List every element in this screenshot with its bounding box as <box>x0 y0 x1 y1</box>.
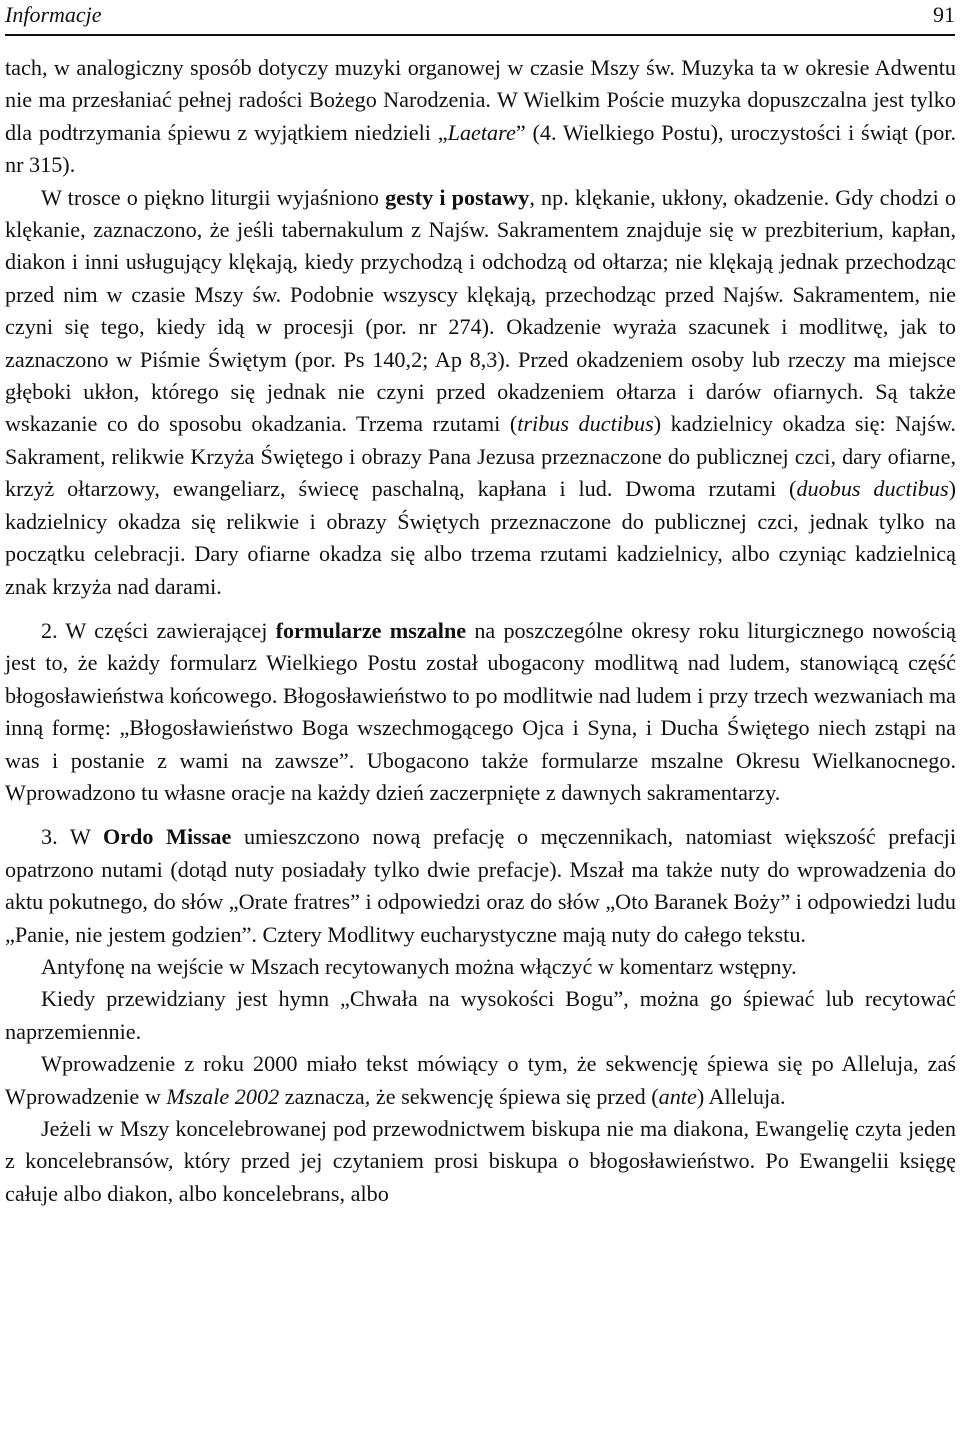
bold-term: formularze mszalne <box>275 617 467 643</box>
text-run: ) kadzielnicy okadza się relikwie i obrazy Świętych przeznaczone do publicznej czci, jednak tylko na początku celebracji. Dary ofiarne okadza się albo trzema rzutami kadzielnicy, albo czyniąc kadzielnicą znak krzyża nad darami. <box>5 476 956 599</box>
text-run: , np. klękanie, ukłony, okadzenie. Gdy chodzi o klękanie, zaznaczono, że jeśli tabernakulum z Najśw. Sakramentem znajduje się w prezbiterium, kapłan, diakon i inni usługujący klękają, kiedy przychodzą i odchodzą od ołtarza; nie klękają jednak przechodząc przed nim w czasie Mszy św. Podobnie wszyscy klękają, przechodząc przed Najśw. Sakramentem, nie czyni się tego, kiedy idą w procesji (por. nr 274). Okadzenie wyraża szacunek i modlitwę, jak to zaznaczono w Piśmie Świętym (por. Ps 140,2; Ap 8,3). Przed okadzeniem osoby lub rzeczy ma miejsce głęboki ukłon, którego się jednak nie czyni przed okadzeniem ołtarza i darów ofiarnych. Są także wskazanie co do sposobu okadzania. Trzema rzutami ( <box>5 184 956 437</box>
text-run: Wprowadzenie z roku 2000 miało tekst mówiący o tym, że sekwencję śpiewa się po Alleluja, zaś Wprowadzenie w <box>5 1051 956 1109</box>
text-run: zaznacza, że sekwencję śpiewa się przed ( <box>279 1083 659 1109</box>
running-header <box>5 0 955 36</box>
text-run: W trosce o piękno liturgii wyjaśniono <box>41 184 386 210</box>
paragraph-entrance-antiphon <box>5 951 956 983</box>
paragraph-sequence <box>5 1048 956 1113</box>
page-number: 91 <box>933 2 955 27</box>
paragraph-music-lent <box>5 52 956 182</box>
text-run: umieszczono nową prefację o męczennikach, natomiast większość prefacji opatrzono nutami (dotąd nuty posiadały tylko dwie prefacje). Mszał ma także nuty do wprowadzenia do aktu pokutnego, do słów „Orate fratres” i odpowiedzi oraz do słów „Oto Baranek Boży” i odpowiedzi ludu „Panie, nie jestem godzien”. Cztery Modlitwy eucharystyczne mają nuty do całego tekstu. <box>5 824 957 947</box>
text-run: ) kadzielnicy okadza się: Najśw. Sakrament, relikwie Krzyża Świętego i obrazy Pana Jezusa przeznaczone do publicznej czci, dary ofiarne, krzyż ołtarzowy, ewangeliarz, świecę paschalną, kapłana i lud. Dwoma rzutami ( <box>5 411 956 502</box>
paragraph-ordo-missae <box>5 821 956 951</box>
text-run: 2. W części zawierającej <box>41 617 276 643</box>
text-run: tach, w analogiczny sposób dotyczy muzyki organowej w czasie Mszy św. Muzyka ta w okresie Adwentu nie ma przesłaniać pełnej radości Bożego Narodzenia. W Wielkim Poście muzyka dopuszczalna jest tylko dla podtrzymania śpiewu z wyjątkiem niedzieli „ <box>5 55 956 145</box>
bold-term: Ordo Missae <box>102 824 232 850</box>
italic-term: Mszale 2002 <box>166 1083 280 1109</box>
text-run: ” (4. Wielkiego Postu), uroczystości i świąt (por. nr 315). <box>5 119 956 178</box>
italic-term: Laetare <box>447 119 516 145</box>
text-run: Antyfonę na wejście w Mszach recytowanych można włączyć w komentarz wstępny. <box>41 953 797 979</box>
italic-term: ante <box>658 1083 697 1109</box>
text-run: ) Alleluja. <box>696 1083 786 1109</box>
page-body <box>5 52 956 1210</box>
text-run: Kiedy przewidziany jest hymn „Chwała na wysokości Bogu”, można go śpiewać lub recytować naprzemiennie. <box>5 986 956 1044</box>
paragraph-gloria <box>5 983 956 1048</box>
paragraph-mass-formularies <box>5 615 956 809</box>
text-run: 3. W <box>41 824 103 850</box>
text-run: na poszczególne okresy roku liturgicznego nowością jest to, że każdy formularz Wielkiego Postu został ubogacony modlitwą nad ludem, stanowiącą część błogosławieństwa końcowego. Błogosławieństwo to po modlitwie nad ludem i przy trzech wezwaniach ma inną formę: „Błogosławieństwo Boga wszechmogącego Ojca i Syna, i Ducha Świętego niech zstąpi na was i postanie z wami na zawsze”. Ubogacono także formularze mszalne Okresu Wielkanocnego. Wprowadzono tu własne oracje na każdy dzień zaczerpnięte z dawnych sakramentarzy. <box>5 617 957 805</box>
bold-term: gesty i postawy <box>385 184 530 210</box>
italic-term: duobus ductibus <box>796 476 949 502</box>
paragraph-concelebrated-mass <box>5 1113 956 1210</box>
italic-term: tribus ductibus <box>517 411 654 437</box>
section-title: Informacje <box>5 2 102 27</box>
text-run: Jeżeli w Mszy koncelebrowanej pod przewodnictwem biskupa nie ma diakona, Ewangelię czyta jeden z koncelebransów, który przed jej czytaniem prosi biskupa o błogosławieństwo. Po Ewangelii księgę całuje albo diakon, albo koncelebrans, albo <box>5 1116 956 1206</box>
paragraph-gestures <box>5 182 956 603</box>
